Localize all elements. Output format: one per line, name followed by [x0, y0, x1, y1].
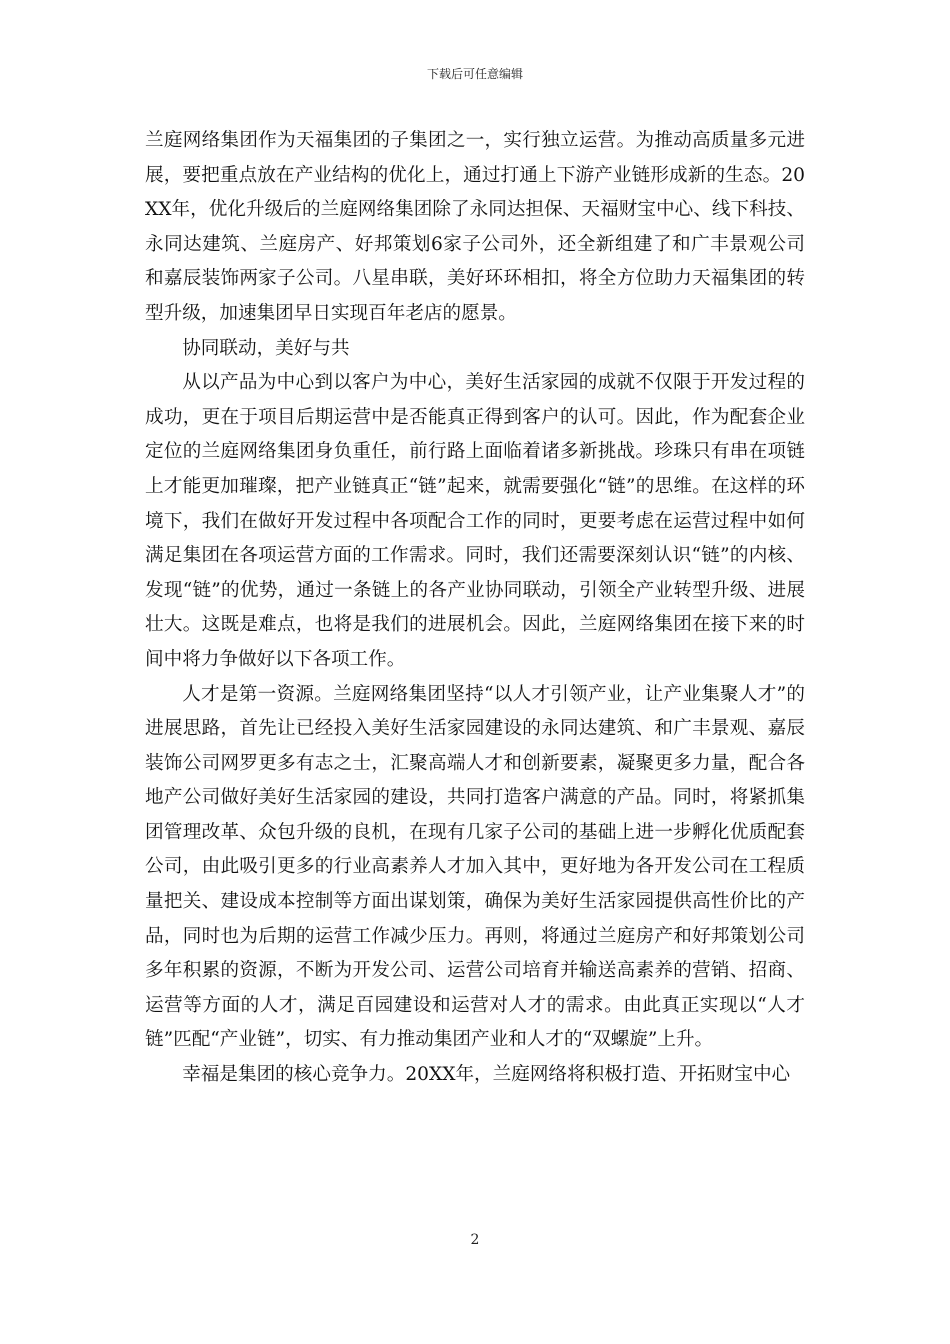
document-body — [145, 124, 805, 1093]
paragraph-talent: 人才是第一资源。兰庭网络集团坚持“以人才引领产业，让产业集聚人才”的进展思路，首先让已经投入美好生活家园建设的永同达建筑、和广丰景观、嘉辰装饰公司网罗更多有志之士，汇聚高端人才和创新要素，凝聚更多力量，配合各地产公司做好美好生活家园的建设，共同打造客户满意的产品。同时，将紧抓集团管理改革、众包升级的良机，在现有几家子公司的基础上进一步孵化优质配套公司，由此吸引更多的行业高素养人才加入其中，更好地为各开发公司在工程质量把关、建设成本控制等方面出谋划策，确保为美好生活家园提供高性价比的产品，同时也为后期的运营工作减少压力。再则，将通过兰庭房产和好邦策划公司多年积累的资源，不断为开发公司、运营公司培育并输送高素养的营销、招商、运营等方面的人才，满足百园建设和运营对人才的需求。由此真正实现以“人才链”匹配“产业链”，切实、有力推动集团产业和人才的“双螺旋”上升。 — [145, 683, 805, 1051]
paragraph-happiness: 幸福是集团的核心竞争力。20XX年，兰庭网络将积极打造、开拓财宝中心 — [182, 1064, 791, 1086]
page-header: 下载后可任意编辑 — [426, 67, 523, 81]
page-number: 2 — [470, 1232, 480, 1248]
section-heading: 协同联动，美好与共 — [182, 337, 350, 359]
paragraph-chain: 从以产品为中心到以客户为中心，美好生活家园的成就不仅限于开发过程的成功，更在于项目后期运营中是否能真正得到客户的认可。因此，作为配套企业定位的兰庭网络集团身负重任，前行路上面临着诸多新挑战。珍珠只有串在项链上才能更加璀璨，把产业链真正“链”起来，就需要强化“链”的思维。在这样的环境下，我们在做好开发过程中各项配合工作的同时，更要考虑在运营过程中如何满足集团在各项运营方面的工作需求。同时，我们还需要深刻认识“链”的内核、发现“链”的优势，通过一条链上的各产业协同联动，引领全产业转型升级、进展壮大。这既是难点，也将是我们的进展机会。因此，兰庭网络集团在接下来的时间中将力争做好以下各项工作。 — [145, 372, 805, 670]
paragraph-intro: 兰庭网络集团作为天福集团的子集团之一，实行独立运营。为推动高质量多元进展，要把重点放在产业结构的优化上，通过打通上下游产业链形成新的生态。20XX年，优化升级后的兰庭网络集团除了永同达担保、天福财宝中心、线下科技、永同达建筑、兰庭房产、好邦策划6家子公司外，还全新组建了和广丰景观公司和嘉辰装饰两家子公司。八星串联，美好环环相扣，将全方位助力天福集团的转型升级，加速集团早日实现百年老店的愿景。 — [145, 130, 805, 324]
